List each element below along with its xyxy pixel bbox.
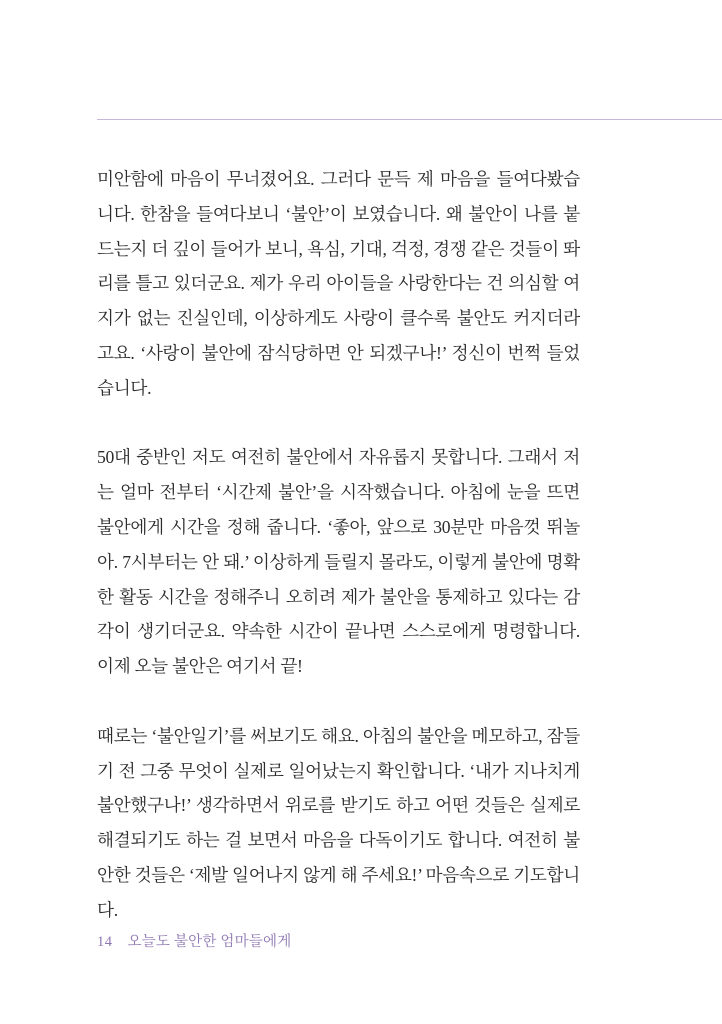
header-rule (97, 119, 722, 120)
paragraph-2: 50대 중반인 저도 여전히 불안에서 자유롭지 못합니다. 그래서 저는 얼마 전부터 ‘시간제 불안’을 시작했습니다. 아침에 눈을 뜨면 불안에게 시간을 정해 줍니다. ‘좋아, 앞으로 30분만 마음껏 뛰놀아. 7시부터는 안 돼.’ 이상하게 들릴지 몰라도, 이렇게 불안에 명확한 활동 시간을 정해주니 오히려 제가 불안을 통제하고 있다는 감각이 생기더군요. 약속한 시간이 끝나면 스스로에게 명령합니다. 이제 오늘 불안은 여기서 끝! (97, 447, 580, 677)
paragraph-3: 때로는 ‘불안일기’를 써보기도 해요. 아침의 불안을 메모하고, 잠들기 전 그중 무엇이 실제로 일어났는지 확인합니다. ‘내가 지나치게 불안했구나!’ 생각하면서 위로를 받기도 하고 어떤 것들은 실제로 해결되기도 하는 걸 보면서 마음을 다독이기도 합니다. 여전히 불안한 것들은 ‘제발 일어나지 않게 해 주세요!’ 마음속으로 기도합니다. (97, 725, 580, 920)
book-title: 오늘도 불안한 엄마들에게 (127, 934, 292, 950)
paragraph-1: 미안함에 마음이 무너졌어요. 그러다 문득 제 마음을 들여다봤습니다. 한참을 들여다보니 ‘불안’이 보였습니다. 왜 불안이 나를 붙드는지 더 깊이 들어가 보니, 욕심, 기대, 걱정, 경쟁 같은 것들이 똬리를 틀고 있더군요. 제가 우리 아이들을 사랑한다는 건 의심할 여지가 없는 진실인데, 이상하게도 사랑이 클수록 불안도 커지더라고요. ‘사랑이 불안에 잠식당하면 안 되겠구나!’ 정신이 번쩍 들었습니다. (97, 169, 580, 398)
page-number: 14 (97, 934, 113, 950)
body-text (97, 162, 580, 962)
page-footer (97, 932, 291, 952)
